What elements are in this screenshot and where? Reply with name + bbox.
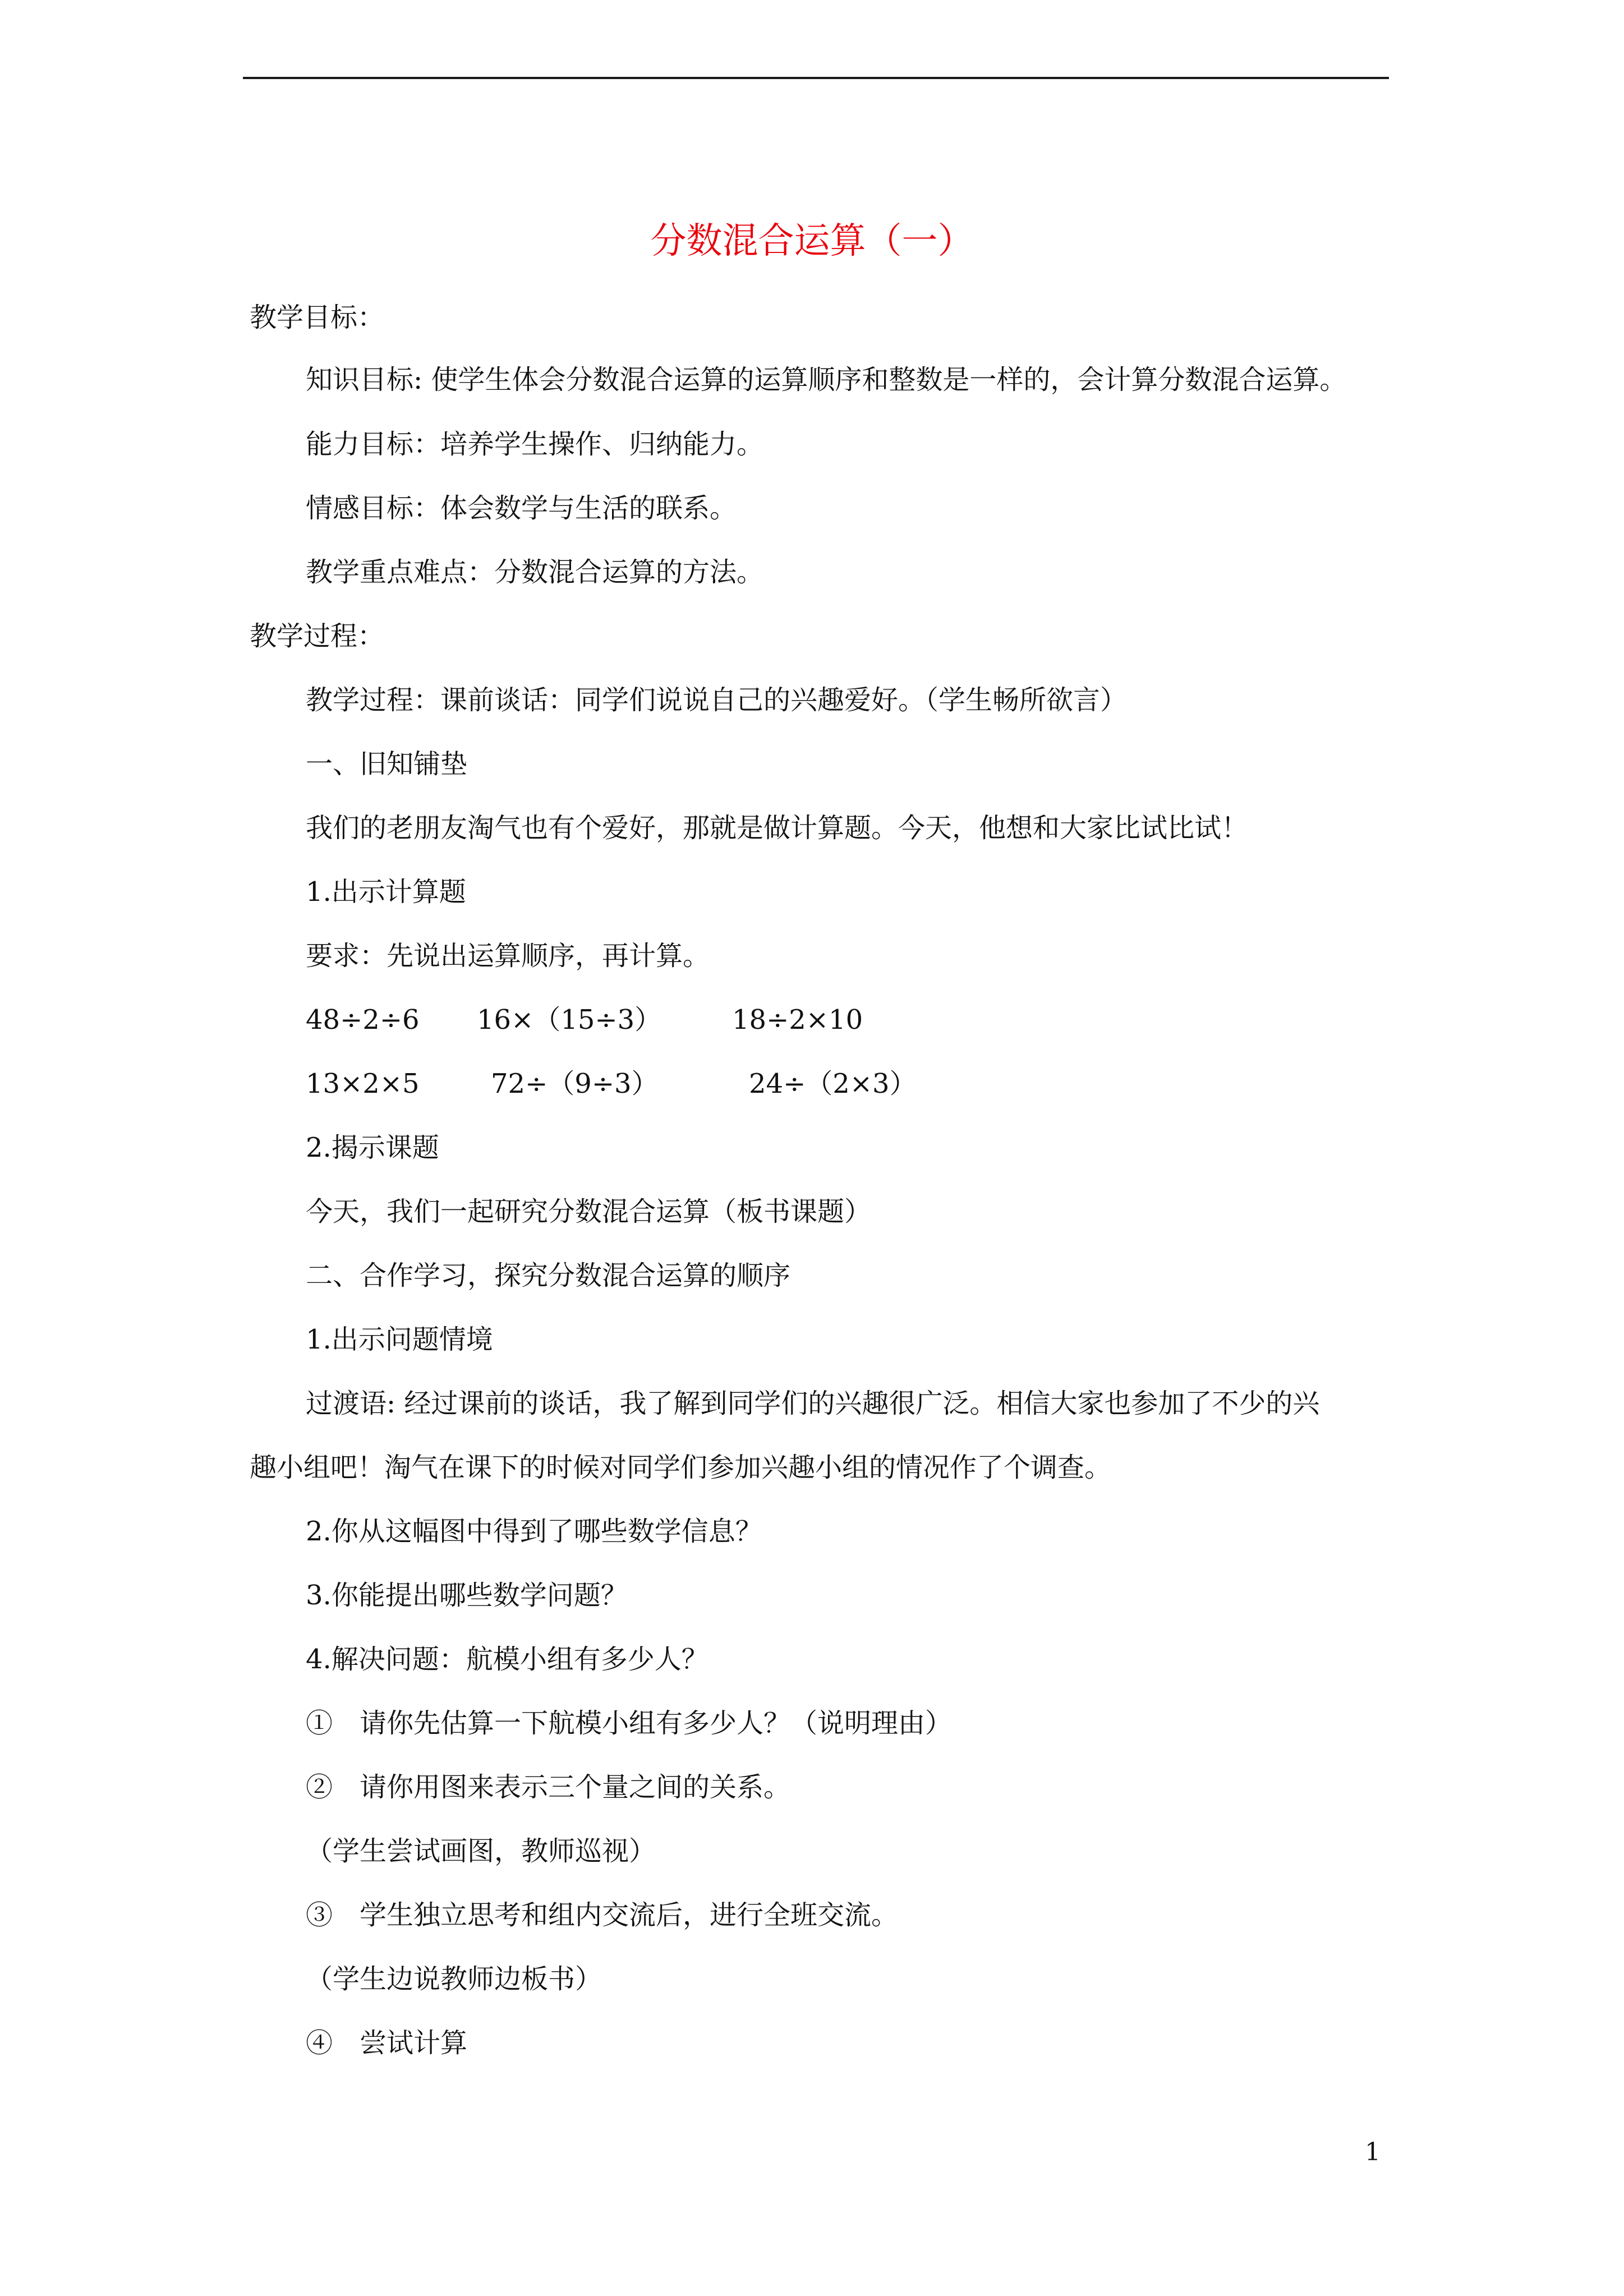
goal-emotion: 情感目标：体会数学与生活的联系。	[306, 493, 737, 524]
goal-ability: 能力目标：培养学生操作、归纳能力。	[306, 429, 764, 460]
part1-heading: 一、旧知铺垫	[306, 748, 468, 780]
expression: 48÷2÷6	[306, 1004, 420, 1036]
part2-step4: 4.解决问题：航模小组有多少人？	[306, 1644, 709, 1675]
part1-step2: 2.揭示课题	[306, 1132, 439, 1163]
part2-transition-line2: 趣小组吧！淘气在课下的时候对同学们参加兴趣小组的情况作了个调查。	[250, 1452, 1112, 1483]
part1-topic: 今天，我们一起研究分数混合运算（板书课题）	[306, 1196, 872, 1227]
note-2: （学生边说教师边板书）	[306, 1963, 602, 1995]
process-heading: 教学过程：	[250, 620, 385, 652]
goals-heading: 教学目标：	[250, 302, 385, 333]
part2-step1: 1.出示问题情境	[306, 1324, 493, 1355]
document-title: 分数混合运算（一）	[650, 220, 974, 262]
expression: 72÷（9÷3）	[491, 1068, 659, 1099]
part1-requirement: 要求：先说出运算顺序，再计算。	[306, 940, 710, 972]
part1-text: 我们的老朋友淘气也有个爱好，那就是做计算题。今天，他想和大家比试比试！	[306, 812, 1249, 844]
part2-transition-line1: 过渡语: 经过课前的谈话，我了解到同学们的兴趣很广泛。相信大家也参加了不少的兴	[306, 1388, 1320, 1419]
key-points: 教学重点难点：分数混合运算的方法。	[306, 556, 764, 588]
sub-item-1: ① 请你先估算一下航模小组有多少人？（说明理由）	[306, 1708, 953, 1739]
part1-step1: 1.出示计算题	[306, 876, 466, 908]
part2-heading: 二、合作学习，探究分数混合运算的顺序	[306, 1260, 791, 1291]
page-number: 1	[1365, 2138, 1381, 2166]
header-rule	[243, 77, 1389, 79]
goal-knowledge: 知识目标: 使学生体会分数混合运算的运算顺序和整数是一样的，会计算分数混合运算。	[306, 364, 1347, 395]
expression: 18÷2×10	[732, 1004, 863, 1036]
part2-step2: 2.你从这幅图中得到了哪些数学信息？	[306, 1516, 762, 1547]
sub-item-3: ③ 学生独立思考和组内交流后，进行全班交流。	[306, 1899, 899, 1931]
part2-step3: 3.你能提出哪些数学问题？	[306, 1580, 628, 1611]
expression: 16×（15÷3）	[477, 1004, 662, 1036]
expression: 24÷（2×3）	[749, 1068, 917, 1099]
process-intro: 教学过程：课前谈话：同学们说说自己的兴趣爱好。（学生畅所欲言）	[306, 684, 1128, 716]
expression: 13×2×5	[306, 1068, 420, 1099]
note-1: （学生尝试画图，教师巡视）	[306, 1835, 656, 1867]
sub-item-2: ② 请你用图来表示三个量之间的关系。	[306, 1772, 791, 1803]
sub-item-4: ④ 尝试计算	[306, 2027, 468, 2059]
